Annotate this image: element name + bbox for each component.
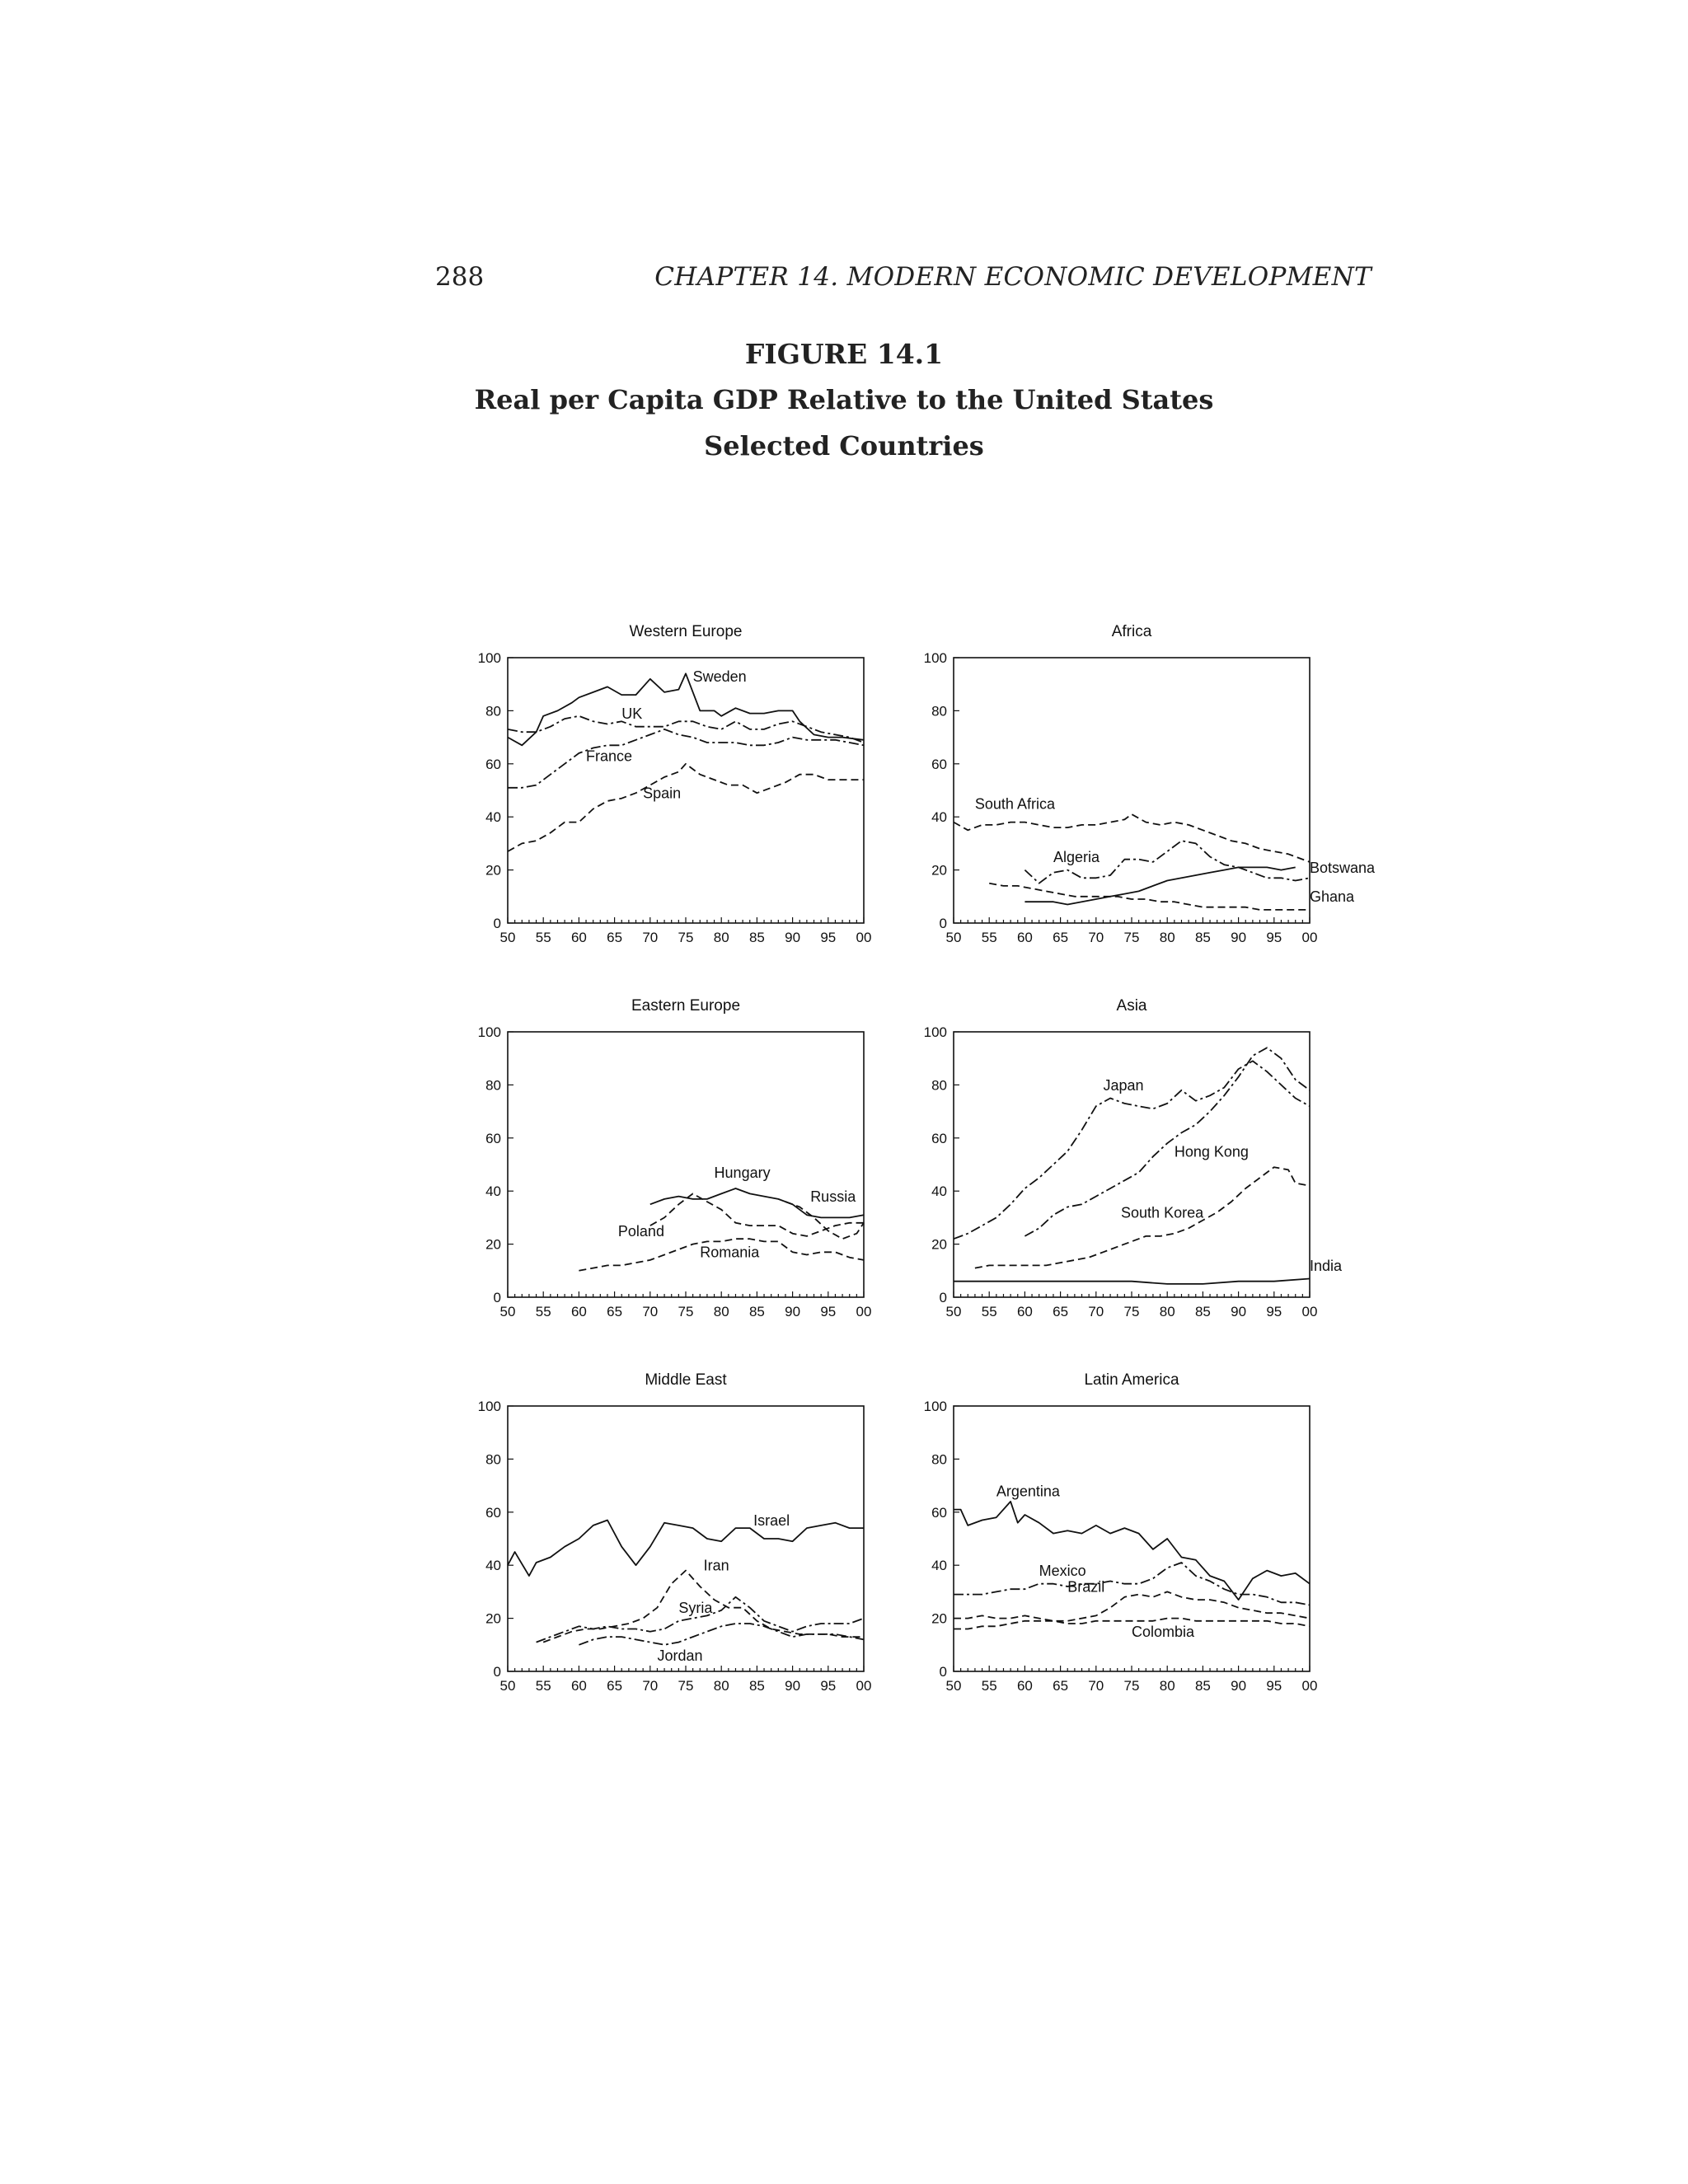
x-tick-label: 65: [607, 1678, 623, 1694]
chart-title: Middle East: [645, 1371, 727, 1389]
x-tick-label: 85: [748, 1678, 765, 1694]
x-tick-label: 00: [856, 1678, 872, 1694]
chart-title: Africa: [1111, 623, 1152, 640]
x-tick-label: 60: [570, 1304, 587, 1319]
chart-panel: [924, 623, 1376, 945]
series-line-mexico: [954, 1563, 1310, 1605]
x-tick-label: 65: [607, 930, 623, 945]
series-label: Ghana: [1310, 888, 1355, 906]
x-tick-label: 90: [1231, 930, 1247, 945]
y-tick-label: 40: [485, 1558, 501, 1574]
y-tick-label: 0: [493, 1664, 501, 1680]
series-label: South Korea: [1121, 1204, 1204, 1221]
series-label: Argentina: [996, 1483, 1060, 1500]
x-tick-label: 80: [1159, 1678, 1175, 1694]
x-tick-label: 00: [856, 930, 872, 945]
x-tick-label: 55: [981, 1678, 997, 1694]
series-label: Iran: [703, 1557, 729, 1574]
x-tick-label: 50: [945, 930, 962, 945]
y-tick-label: 60: [931, 756, 947, 772]
x-tick-label: 50: [499, 1304, 516, 1319]
y-tick-label: 40: [485, 809, 501, 826]
x-tick-label: 95: [1266, 1304, 1282, 1319]
x-tick-label: 90: [785, 930, 801, 945]
series-label: Brazil: [1067, 1578, 1105, 1596]
x-tick-label: 80: [713, 1678, 729, 1694]
y-tick-label: 40: [485, 1183, 501, 1200]
x-tick-label: 95: [1266, 930, 1282, 945]
x-tick-label: 85: [748, 930, 765, 945]
chart-panel: [478, 1371, 872, 1694]
x-tick-label: 90: [785, 1678, 801, 1694]
series-line-france: [508, 729, 864, 788]
y-tick-label: 0: [493, 1290, 501, 1305]
x-tick-label: 50: [499, 930, 516, 945]
y-tick-label: 0: [939, 1290, 947, 1305]
x-tick-label: 00: [856, 1304, 872, 1319]
x-tick-label: 70: [642, 1304, 659, 1319]
y-tick-label: 40: [931, 1558, 947, 1574]
x-tick-label: 55: [981, 930, 997, 945]
plot-frame: [954, 658, 1310, 923]
series-label: Hungary: [714, 1165, 771, 1182]
x-tick-label: 80: [713, 930, 729, 945]
y-tick-label: 60: [485, 756, 501, 772]
series-label: India: [1310, 1257, 1343, 1274]
x-tick-label: 00: [1301, 930, 1318, 945]
y-tick-label: 60: [931, 1504, 947, 1521]
x-tick-label: 65: [1053, 930, 1069, 945]
y-tick-label: 20: [931, 1236, 947, 1253]
series-label: South Africa: [974, 795, 1055, 813]
chart-title: Western Europe: [629, 623, 743, 640]
series-label: Mexico: [1039, 1563, 1086, 1580]
y-tick-label: 80: [485, 1451, 501, 1468]
x-tick-label: 70: [642, 930, 659, 945]
x-tick-label: 75: [678, 1304, 694, 1319]
y-tick-label: 80: [485, 703, 501, 719]
y-tick-label: 80: [931, 703, 947, 719]
y-tick-label: 100: [477, 1399, 501, 1414]
x-tick-label: 80: [1159, 1304, 1175, 1319]
x-tick-label: 60: [570, 1678, 587, 1694]
series-label: Algeria: [1053, 848, 1100, 865]
series-label: Romania: [700, 1244, 760, 1261]
y-tick-label: 100: [477, 650, 501, 666]
chart-panel: [478, 997, 872, 1319]
figure-title: Real per Capita GDP Relative to the United States: [474, 384, 1214, 415]
series-label: Syria: [678, 1600, 713, 1617]
x-tick-label: 70: [1088, 1304, 1104, 1319]
series-line-argentina: [954, 1502, 1310, 1600]
series-label: Jordan: [657, 1647, 703, 1665]
x-tick-label: 85: [1194, 930, 1211, 945]
x-tick-label: 75: [1123, 1678, 1140, 1694]
y-tick-label: 60: [485, 1130, 501, 1146]
x-tick-label: 60: [1016, 930, 1033, 945]
series-label: UK: [621, 705, 643, 723]
series-label: France: [586, 748, 633, 765]
y-tick-label: 20: [485, 1236, 501, 1253]
x-tick-label: 90: [1231, 1678, 1247, 1694]
y-tick-label: 20: [931, 1610, 947, 1627]
y-tick-label: 0: [939, 916, 947, 931]
series-label: Japan: [1103, 1076, 1144, 1094]
plot-frame: [954, 1032, 1310, 1297]
x-tick-label: 65: [1053, 1678, 1069, 1694]
y-tick-label: 0: [493, 916, 501, 931]
y-tick-label: 80: [931, 1077, 947, 1094]
y-tick-label: 0: [939, 1664, 947, 1680]
series-label: Poland: [617, 1222, 664, 1240]
x-tick-label: 95: [820, 1304, 837, 1319]
x-tick-label: 90: [1231, 1304, 1247, 1319]
y-tick-label: 20: [485, 862, 501, 879]
series-line-south-africa: [954, 814, 1310, 862]
chart-panel: [924, 997, 1343, 1319]
x-tick-label: 00: [1301, 1678, 1318, 1694]
y-tick-label: 100: [923, 1024, 947, 1040]
x-tick-label: 65: [607, 1304, 623, 1319]
series-label: Hong Kong: [1174, 1143, 1249, 1160]
x-tick-label: 70: [1088, 1678, 1104, 1694]
chart-panel: [478, 623, 872, 945]
series-line-uk: [508, 716, 864, 743]
series-label: Israel: [753, 1511, 790, 1529]
y-tick-label: 80: [485, 1077, 501, 1094]
series-label: Botswana: [1310, 859, 1376, 876]
series-label: Spain: [643, 785, 682, 802]
plot-frame: [508, 1032, 864, 1297]
series-line-jordan: [579, 1624, 864, 1645]
chart-title: Latin America: [1084, 1371, 1179, 1389]
y-tick-label: 60: [931, 1130, 947, 1146]
x-tick-label: 60: [1016, 1678, 1033, 1694]
x-tick-label: 70: [642, 1678, 659, 1694]
x-tick-label: 55: [535, 1304, 551, 1319]
x-tick-label: 00: [1301, 1304, 1318, 1319]
y-tick-label: 100: [477, 1024, 501, 1040]
x-tick-label: 55: [535, 930, 551, 945]
chart-title: Eastern Europe: [631, 997, 741, 1015]
x-tick-label: 75: [1123, 930, 1140, 945]
series-line-india: [954, 1279, 1310, 1284]
y-tick-label: 40: [931, 809, 947, 826]
x-tick-label: 55: [981, 1304, 997, 1319]
x-tick-label: 65: [1053, 1304, 1069, 1319]
y-tick-label: 80: [931, 1451, 947, 1468]
x-tick-label: 50: [499, 1678, 516, 1694]
figure-subtitle: Selected Countries: [704, 430, 984, 462]
figure-number: FIGURE 14.1: [744, 338, 944, 370]
x-tick-label: 85: [1194, 1304, 1211, 1319]
x-tick-label: 85: [748, 1304, 765, 1319]
x-tick-label: 75: [678, 1678, 694, 1694]
x-tick-label: 55: [535, 1678, 551, 1694]
y-tick-label: 20: [485, 1610, 501, 1627]
x-tick-label: 95: [1266, 1678, 1282, 1694]
y-tick-label: 100: [923, 1399, 947, 1414]
series-line-spain: [508, 764, 864, 851]
page-number: 288: [435, 262, 485, 292]
x-tick-label: 70: [1088, 930, 1104, 945]
chart-panel: [924, 1371, 1318, 1694]
x-tick-label: 95: [820, 930, 837, 945]
x-tick-label: 60: [570, 930, 587, 945]
series-label: Russia: [810, 1188, 856, 1206]
x-tick-label: 80: [713, 1304, 729, 1319]
x-tick-label: 75: [1123, 1304, 1140, 1319]
chart-title: Asia: [1116, 997, 1147, 1015]
series-line-brazil: [954, 1591, 1310, 1620]
x-tick-label: 95: [820, 1678, 837, 1694]
series-label: Sweden: [692, 668, 747, 685]
x-tick-label: 60: [1016, 1304, 1033, 1319]
y-tick-label: 40: [931, 1183, 947, 1200]
y-tick-label: 100: [923, 650, 947, 666]
plot-frame: [508, 1406, 864, 1671]
series-line-botswana: [1025, 867, 1295, 904]
series-line-sweden: [508, 673, 864, 745]
x-tick-label: 80: [1159, 930, 1175, 945]
plot-frame: [508, 658, 864, 923]
x-tick-label: 50: [945, 1304, 962, 1319]
x-tick-label: 50: [945, 1678, 962, 1694]
x-tick-label: 75: [678, 930, 694, 945]
y-tick-label: 60: [485, 1504, 501, 1521]
x-tick-label: 85: [1194, 1678, 1211, 1694]
series-label: Colombia: [1132, 1624, 1195, 1641]
running-head: CHAPTER 14. MODERN ECONOMIC DEVELOPMENT: [654, 262, 1372, 292]
series-line-israel: [508, 1521, 864, 1577]
y-tick-label: 20: [931, 862, 947, 879]
x-tick-label: 90: [785, 1304, 801, 1319]
